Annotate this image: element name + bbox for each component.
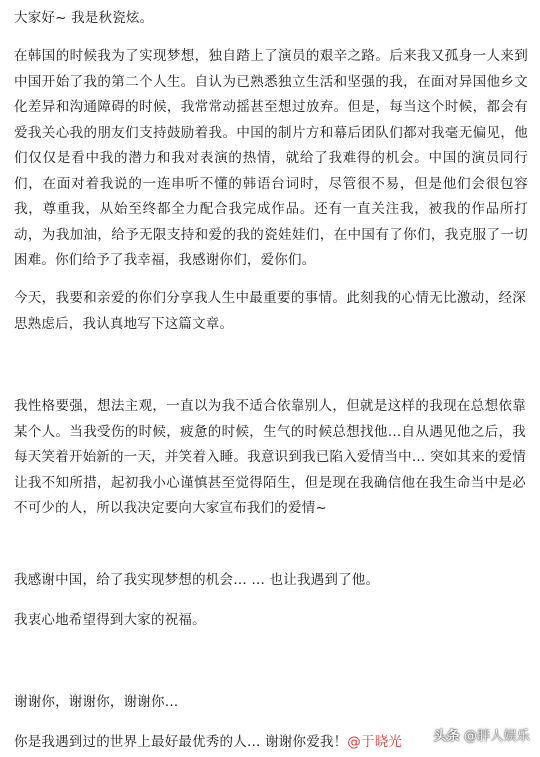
paragraph-career: 在韩国的时候我为了实现梦想，独自踏上了演员的艰辛之路。后来我又孤身一人来到中国开始了我的第二个人生。自认为已熟悉独立生活和坚强的我，在面对异国他乡文化差异和沟通障碍的时候，我常常动摇甚至想过放弃。但是，每当这个时候，都会有爱我关心我的朋友们支持鼓励着我。中国的制片方和幕后团队们都对我毫无偏见，他们仅仅是看中我的潜力和我对表演的热情，就给了我难得的机会。中国的演员同行们，在面对着我说的一连串听不懂的韩语台词时，尽管很不易，但是他们会很包容我，尊重我，从始至终都全力配合我完成作品。还有一直关注我，被我的作品所打动，为我加油，给予无限支持和爱的我的瓷娃娃们，在中国有了你们，我克服了一切困难。你们给予了我幸福，我感谢你们，爱你们。 [14, 48, 528, 268]
paragraph-thank-you: 谢谢你，谢谢你，谢谢你… [14, 694, 179, 710]
mention-link[interactable]: @于晓光 [347, 734, 403, 750]
closing-line [14, 730, 403, 756]
watermark-account: @胖人娱乐 [463, 728, 530, 744]
paragraph-announcement-intro: 今天，我要和亲爱的你们分享我人生中最重要的事情。此刻我的心情无比激动，经深思熟虑后，我认真地写下这篇文章。 [14, 290, 526, 332]
watermark-logo: 头条 [433, 728, 460, 744]
paragraph-love: 我性格要强，想法主观，一直以为我不适合依靠别人，但就是这样的我现在总想依靠某个人。当我受伤的时候，疲惫的时候，生气的时候总想找他…自从遇见他之后，我每天笑着开始新的一天，并笑着入睡。我意识到我已陷入爱情当中… 突如其来的爱情让我不知所措，起初我小心谨慎甚至觉得陌生，但是现在我确信他在我生命当中是必不可少的人，所以我决定要向大家宣布我们的爱情~ [14, 398, 526, 516]
greeting: 大家好~ 我是秋瓷炫。 [14, 10, 154, 26]
paragraph-thanks-china: 我感谢中国，给了我实现梦想的机会… … 也让我遇到了他。 [14, 572, 380, 588]
paragraph-blessing: 我衷心地希望得到大家的祝福。 [14, 612, 206, 628]
closing-text: 你是我遇到过的世界上最好最优秀的人… 谢谢你爱我！ [14, 734, 348, 750]
watermark [434, 724, 530, 750]
